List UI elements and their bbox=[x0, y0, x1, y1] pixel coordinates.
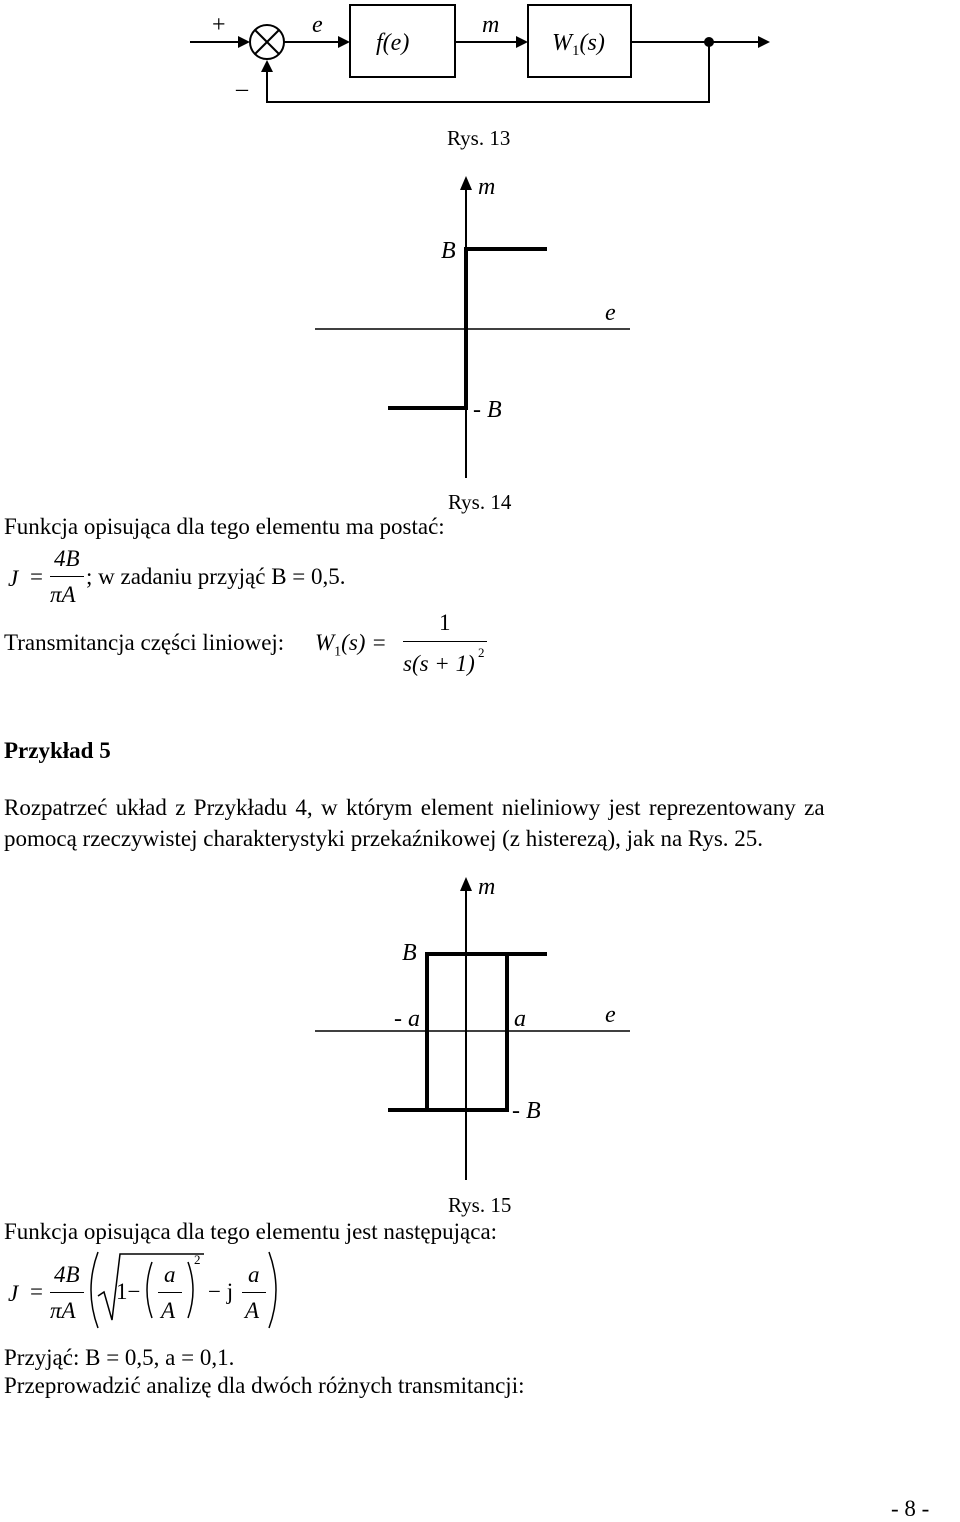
transfer-fraction-line bbox=[403, 641, 487, 642]
output-arrowhead bbox=[758, 36, 770, 48]
e-axis-label: e bbox=[605, 300, 616, 326]
signal-m-label: m bbox=[482, 12, 500, 38]
figure-14-relay-characteristic bbox=[0, 170, 960, 490]
formula-denominator-1: πA bbox=[50, 582, 76, 607]
figure-15-caption: Rys. 15 bbox=[448, 1193, 512, 1217]
formula-numerator-1: 4B bbox=[54, 546, 80, 571]
error-arrowhead bbox=[338, 36, 350, 48]
formula-equals-1: = bbox=[30, 564, 43, 589]
describing-function-intro-2: Funkcja opisująca dla tego elementu jest następująca: bbox=[4, 1219, 498, 1244]
transfer-denominator: s(s + 1) bbox=[403, 651, 475, 676]
transfer-function-lhs bbox=[315, 630, 387, 666]
formula-A-den-2: A bbox=[245, 1298, 260, 1323]
formula-brackets-and-root bbox=[0, 1248, 960, 1338]
figure-15-hysteresis-characteristic bbox=[0, 870, 960, 1190]
analysis-text: Przeprowadzić analizę dla dwóch różnych transmitancji: bbox=[4, 1373, 525, 1398]
W1-main: W bbox=[315, 630, 335, 655]
m-axis-arrowhead bbox=[460, 877, 472, 891]
fraction-line-a-A-2 bbox=[242, 1292, 266, 1293]
formula-one-minus: 1− bbox=[116, 1279, 141, 1304]
figure-14-caption: Rys. 14 bbox=[448, 490, 512, 514]
formula-J-symbol-1: J bbox=[8, 566, 19, 591]
nonlinear-block-label: f(e) bbox=[376, 30, 410, 56]
a-label: a bbox=[514, 1006, 526, 1032]
example-heading: Przykład 5 bbox=[4, 738, 111, 763]
minus-a-label: - a bbox=[394, 1006, 420, 1032]
page-number: - 8 - bbox=[891, 1496, 930, 1521]
fraction-line-1 bbox=[50, 576, 84, 577]
linear-block-label: $W_1(s)$ bbox=[552, 30, 605, 59]
parameters-text: Przyjąć: B = 0,5, a = 0,1. bbox=[4, 1345, 235, 1370]
formula-denominator-2: πA bbox=[50, 1298, 76, 1323]
minus-sign: – bbox=[236, 76, 248, 102]
m-axis-arrowhead bbox=[460, 176, 472, 190]
inner-left-paren bbox=[147, 1262, 152, 1318]
outer-right-paren bbox=[269, 1252, 276, 1328]
W1-sub: 1 bbox=[334, 644, 342, 660]
formula-numerator-2: 4B bbox=[54, 1262, 80, 1287]
m-arrowhead bbox=[516, 36, 528, 48]
formula-A-den: A bbox=[161, 1298, 176, 1323]
assignment-text: ; w zadaniu przyjąć B = 0,5. bbox=[86, 564, 346, 589]
level-minus-B-label: - B bbox=[512, 1098, 541, 1124]
level-B-label: B bbox=[402, 940, 417, 966]
formula-a-num-2: a bbox=[248, 1262, 260, 1287]
inner-right-paren bbox=[188, 1262, 193, 1318]
m-axis-label: m bbox=[478, 174, 496, 200]
signal-e-label: e bbox=[312, 12, 323, 38]
figure-13-caption: Rys. 13 bbox=[447, 126, 511, 150]
formula-J-symbol-2: J bbox=[8, 1281, 19, 1306]
formula-minus-j: − j bbox=[208, 1279, 234, 1304]
formula-equals-2: = bbox=[30, 1279, 43, 1304]
level-minus-B-label: - B bbox=[473, 397, 502, 423]
example-line-1: Rozpatrzeć układ z Przykładu 4, w którym element nieliniowy jest reprezentowany za bbox=[4, 795, 825, 820]
feedback-arrowhead bbox=[261, 60, 273, 72]
transfer-exponent: 2 bbox=[478, 645, 485, 660]
plus-sign: + bbox=[212, 12, 226, 38]
formula-a-num: a bbox=[164, 1262, 176, 1287]
describing-function-intro-1: Funkcja opisująca dla tego elementu ma postać: bbox=[4, 514, 445, 539]
level-B-label: B bbox=[441, 238, 456, 264]
hysteresis-loop bbox=[388, 954, 547, 1110]
outer-left-paren bbox=[91, 1252, 98, 1328]
transfer-numerator: 1 bbox=[439, 610, 451, 635]
feedback-path bbox=[267, 42, 709, 102]
e-axis-label: e bbox=[605, 1002, 616, 1028]
fraction-line-a-A bbox=[158, 1292, 182, 1293]
W1-arg: (s) = bbox=[341, 630, 387, 655]
summing-junction-icon bbox=[250, 25, 284, 59]
example-line-2: pomocą rzeczywistej charakterystyki przekaźnikowej (z histerezą), jak na Rys. 25. bbox=[4, 826, 764, 851]
input-arrowhead bbox=[238, 36, 250, 48]
transfer-function-intro: Transmitancja części liniowej: bbox=[4, 630, 285, 655]
m-axis-label: m bbox=[478, 874, 496, 900]
formula-exponent: 2 bbox=[194, 1252, 201, 1267]
